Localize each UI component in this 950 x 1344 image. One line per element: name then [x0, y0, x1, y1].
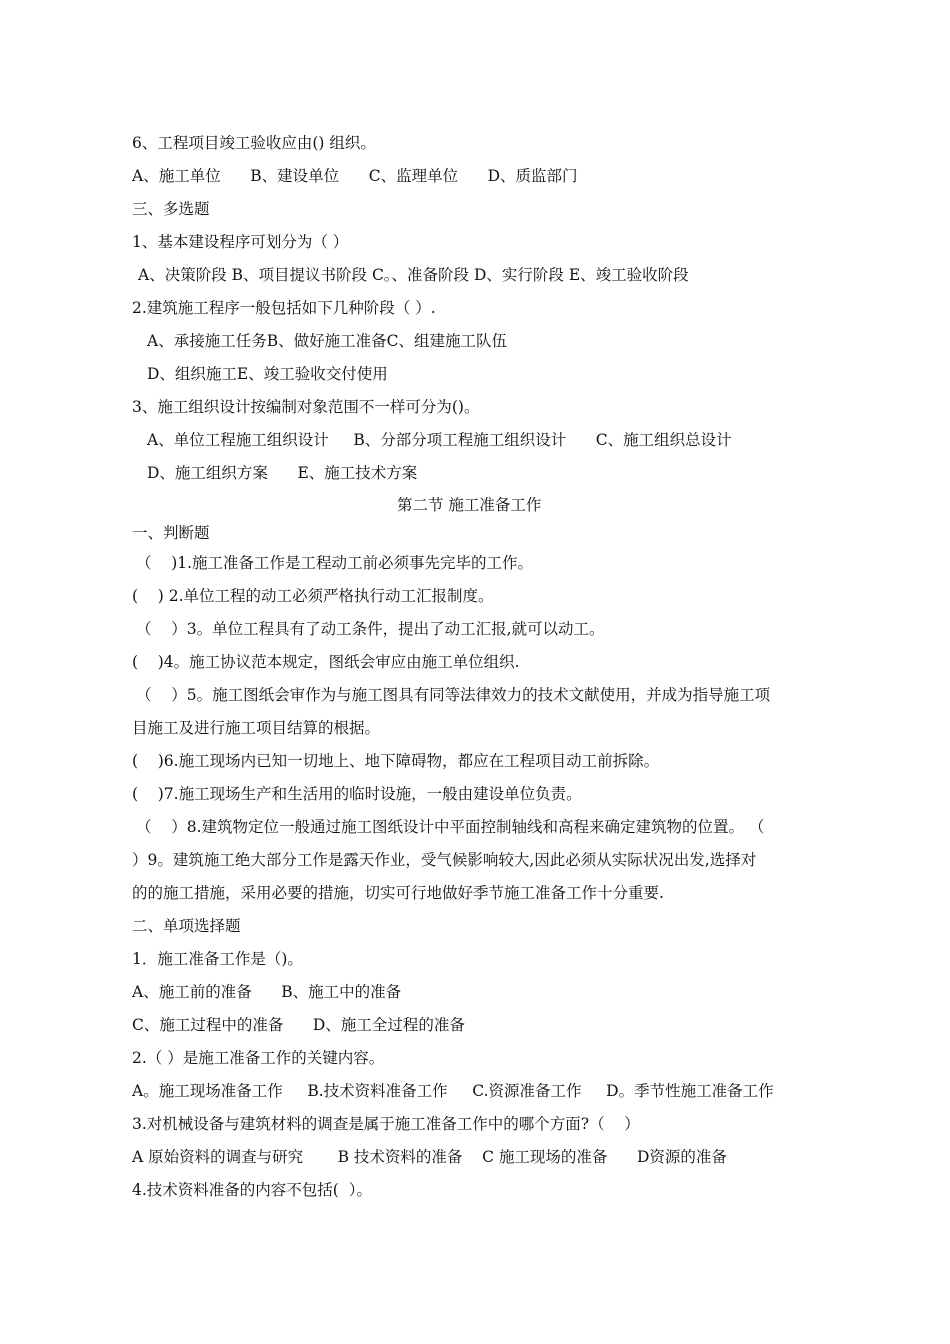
single-question-2: 2.（ ）是施工准备工作的关键内容。 [132, 1049, 385, 1067]
multi-question-2: 2.建筑施工程序一般包括如下几种阶段（ ）. [132, 299, 436, 317]
single-question-4: 4.技术资料准备的内容不包括( ）。 [132, 1181, 372, 1199]
single-question-1-options-a: A、施工前的准备 B、施工中的准备 [132, 983, 402, 1001]
tf-question-7: ( )7.施工现场生产和生活用的临时设施，一般由建设单位负责。 [132, 785, 582, 803]
single-question-2-options: A。施工现场准备工作 B.技术资料准备工作 C.资源准备工作 D。季节性施工准备工作 [132, 1082, 774, 1100]
tf-question-5-cont: 目施工及进行施工项目结算的根据。 [132, 719, 381, 737]
single-question-1: 1．施工准备工作是（)。 [132, 950, 303, 968]
tf-question-2: ( ) 2.单位工程的动工必须严格执行动工汇报制度。 [132, 587, 494, 605]
tf-question-5: （ ）5。施工图纸会审作为与施工图具有同等法律效力的技术文献使用，并成为指导施工项 [136, 686, 771, 704]
multi-question-1-options: A、决策阶段 B、项目提议书阶段 C。、准备阶段 D、实行阶段 E、竣工验收阶段 [138, 266, 689, 284]
multi-question-1: 1、基本建设程序可划分为（ ） [132, 233, 349, 251]
section-heading-multi-choice: 三、多选题 [132, 200, 210, 218]
single-question-3-options: A 原始资料的调查与研究 B 技术资料的准备 C 施工现场的准备 D资源的准备 [132, 1148, 727, 1166]
question-6: 6、工程项目竣工验收应由() 组织。 [132, 134, 376, 152]
section-heading-single-choice: 二、单项选择题 [132, 917, 241, 935]
single-question-3: 3.对机械设备与建筑材料的调查是属于施工准备工作中的哪个方面?（ ） [132, 1115, 640, 1133]
section-heading-true-false: 一、判断题 [132, 524, 210, 542]
tf-question-6: ( )6.施工现场内已知一切地上、地下障碍物，都应在工程项目动工前拆除。 [132, 752, 660, 770]
tf-question-9: ）9。建筑施工绝大部分工作是露天作业，受气候影响较大,因此必须从实际状况出发,选择对 [132, 851, 757, 869]
question-6-options: A、施工单位 B、建设单位 C、监理单位 D、质监部门 [132, 167, 578, 185]
tf-question-8: （ ）8.建筑物定位一般通过施工图纸设计中平面控制轴线和高程来确定建筑物的位置。 （ [136, 818, 765, 836]
tf-question-9-cont: 的的施工措施，采用必要的措施，切实可行地做好季节施工准备工作十分重要. [132, 884, 664, 902]
tf-question-3: （ ）3。单位工程具有了动工条件，提出了动工汇报,就可以动工。 [136, 620, 605, 638]
multi-question-3: 3、施工组织设计按编制对象范围不一样可分为()。 [132, 398, 480, 416]
tf-question-1: （ )1.施工准备工作是工程动工前必须事先完毕的工作。 [136, 554, 534, 572]
multi-question-2-options-a: A、承接施工任务B、做好施工准备C、组建施工队伍 [147, 332, 507, 350]
multi-question-3-options-b: D、施工组织方案 E、施工技术方案 [147, 464, 418, 482]
single-question-1-options-b: C、施工过程中的准备 D、施工全过程的准备 [132, 1016, 465, 1034]
multi-question-2-options-b: D、组织施工E、竣工验收交付使用 [147, 365, 388, 383]
tf-question-4: ( )4。施工协议范本规定，图纸会审应由施工单位组织. [132, 653, 520, 671]
section-title: 第二节 施工准备工作 [397, 496, 542, 514]
multi-question-3-options-a: A、单位工程施工组织设计 B、分部分项工程施工组织设计 C、施工组织总设计 [147, 431, 732, 449]
